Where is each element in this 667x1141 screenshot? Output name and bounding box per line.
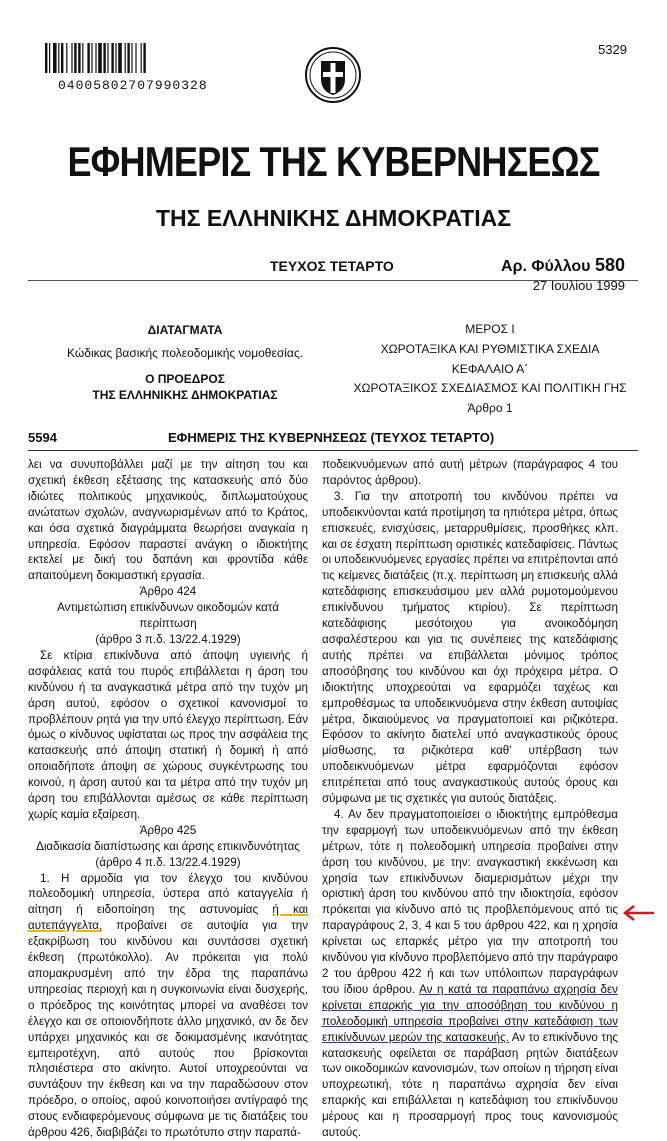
- page-number: 5329: [598, 42, 627, 57]
- paragraph: 3. Για την αποτροπή του κινδύνου πρέπει να υποδεικνύονται κατά προτίμηση τα ηπιότερα μέτρα, όπως επισκευές, ενισχύσεις, μεταρρυθμίσεις, προσθήκες κλπ. και σε έσχατη περίπτωση οριστικές κατεδαφίσεις. Πάντως οι υποδεικνυόμενες εργασίες πρέπει να επιτρέπονται από τις κείμενες διατάξεις (π.χ. περίπτωση μη επισκευής αλλά κατεδάφισης επισκευάσιμου μεν αλλά ρυμοτομούμενου επικίνδυνου τμήματος κτιρίου). Σε περίπτωση κατεδάφισης μεσότοιχου για ανοικοδόμηση ασφαλέστερου και για τις συνέπειες της κατεδάφισης αυτής πρέπει να επιβάλλεται μόνιμος τρόπος αποσόβησης του κινδύνου και όχι πρόχειρα μέτρα. Ο ιδιοκτήτης υποχρεούται να εφαρμόζει ταχέως και εμπροθέσμως τα υποδεικνυόμενα στην έκθεση αυτοψίας μέτρα, δικαιούμενος να πραγματοποιεί και ριζικότερα. Εφόσον το ακίνητο διατελεί υπό αναγκαστικούς όρους μίσθωσης, τα ριζικότερα καθ' υπέρβαση των υποδεικνυόμενων μέτρα εφαρμόζονται εφόσον επιτρέπεται από τους αναγκαστικούς αυτούς όρους και σύμφωνα με τις σχετικές για αυτούς διατάξεις.: [322, 489, 618, 806]
- gazette-title: ΕΦΗΜΕΡΙΣ ΤΗΣ ΚΥΒΕΡΝΗΣΕΩΣ: [67, 138, 600, 185]
- paragraph: λει να συνυποβάλλει μαζί με την αίτηση του και σχετική έκθεση εξέτασης της κατασκευής από δύο ιδιώτες πολιτικούς μηχανικούς, διπλωματούχους ανώτατων σχολών, αναγνωρισμένων από το Κράτος, και όσα σχετικά διαγράμματα θεωρήσει αναγκαία η υπηρεσία. Εφόσον παραστεί ανάγκη ο ιδιοκτήτης εκτελεί με δική του δαπάνη και φροντίδα κάθε απαιτούμενη δοκιμαστική εργασία.: [28, 458, 308, 583]
- article-label: Άρθρο 1: [467, 401, 513, 415]
- sheet-number: Αρ. Φύλλου 580: [501, 255, 625, 275]
- president-line-2: ΤΗΣ ΕΛΛΗΝΙΚΗΣ ΔΗΜΟΚΡΑΤΙΑΣ: [92, 388, 278, 402]
- part-label: ΜΕΡΟΣ Ι: [465, 322, 515, 336]
- paragraph: Σε κτίρια επικίνδυνα από άποψη υγιεινής ή ασφάλειας κατά του πυρός επιβάλλεται η άρση του κινδύνου ή τα αναγκαστικά μέτρα από την τυχόν μη άρση αυτού, εφόσον ο σχετικοί κανονισμοί το προβλέπουν ρητά για την υπό έλεγχο περίπτωση. Εάν όμως ο κίνδυνος υφίσταται ως προς την ασφάλεια της κατασκευής από άποψη στατική ή δομική ή από οποιαδήποτε άποψη σε χώρους συγκέντρωσης του κοινού, η άρση αυτού και τα μέτρα από την τυχόν μη άρση του επιβάλλονται αμέσως σε κάθε περίπτωση χωρίς καμία εξαίρεση.: [28, 648, 308, 821]
- part-title: ΧΩΡΟΤΑΞΙΚΑ ΚΑΙ ΡΥΘΜΙΣΤΙΚΑ ΣΧΕΔΙΑ: [380, 342, 600, 356]
- left-column: [28, 457, 308, 1141]
- article-heading: Άρθρο 424: [139, 585, 197, 599]
- greek-coat-of-arms-icon: [303, 45, 363, 105]
- paragraph: 4. Αν δεν πραγματοποιείσει ο ιδιοκτήτης εμπρόθεσμα την εφαρμογή των υποδεικνυόμενων από την έκθεση μέτρων, τότε η πολεοδομική υπηρεσία προβαίνει στην άρση του κινδύνου, με την: αναγκαστική εκκένωση και χρησία των επικίνδυνων διαμερισμάτων μέχρι την οριστική άρση του κινδύνου από την ιδιοκτησία, εφόσον πρόκειται για κίνδυνο από τις προβλεπόμενους από τις παραγράφους 2, 3, 4 και 5 του άρθρου 422, και η χρησία κρίνεται ως επαρκές μέτρο για την αποτροπή του κινδύνου για κίνδυνο προβλεπόμενο από την παράγραφο 2 του άρθρου 422 ή και των υπόλοιπων παραγράφων του ίδιου άρθρου. Αν η κατά τα παραπάνω αχρησία δεν κρίνεται επαρκής για την αποσόβηση του κινδύνου η πολεοδομική υπηρεσία προβαίνει στην κατεδάφιση των επικίνδυνων μερών της κατασκευής. Αν το επικίνδυνο της κατασκευής οφείλεται σε παράβαση ρητών διατάξεων των οικοδομικών κανονισμών, των οποίων η τήρηση είναι υποχρεωτική, τότε η παραπάνω αχρησία δεν είναι επαρκής και επιβάλλεται η κατεδάφιση του επικίνδυνου μέρους και η προσαρμογή προς τους κανονισμούς αυτούς.: [322, 807, 618, 1140]
- red-arrow-icon: [622, 903, 656, 923]
- gazette-subtitle: ΤΗΣ ΕΛΛΗΝΙΚΗΣ ΔΗΜΟΚΡΑΤΙΑΣ: [155, 205, 512, 231]
- president-line-1: Ο ΠΡΟΕΔΡΟΣ: [145, 372, 225, 386]
- chapter-label: ΚΕΦΑΛΑΙΟ Α΄: [451, 362, 529, 376]
- paragraph: ποδεικνυόμενων από αυτή μέτρων (παράγραφος 4 του παρόντος άρθρου).: [322, 458, 618, 487]
- code-title: Κώδικας βασικής πολεοδομικής νομοθεσίας.: [67, 346, 303, 360]
- underlined-passage: Αν η κατά τα παραπάνω αχρησία δεν κρίνεται επαρκής για την αποσόβηση του κινδύνου η πολεοδομική υπηρεσία προβαίνει στην κατεδάφιση των επικίνδυνων μερών της κατασκευής.: [322, 982, 618, 1044]
- highlighted-phrase: ή και αυτεπάγγελτα,: [28, 903, 308, 933]
- article-reference: (άρθρο 4 π.δ. 13/22.4.1929): [95, 855, 241, 869]
- chapter-title: ΧΩΡΟΤΑΞΙΚΟΣ ΣΧΕΔΙΑΣΜΟΣ ΚΑΙ ΠΟΛΙΤΙΚΗ ΓΗΣ: [353, 381, 627, 395]
- section-diatagmata: ΔΙΑΤΑΓΜΑΤΑ: [147, 323, 223, 337]
- second-page-header: [28, 430, 638, 445]
- paragraph: 1. Η αρμοδία για τον έλεγχο του κινδύνου πολεοδομική υπηρεσία, ύστερα από καταγγελία ή αίτηση ή ειδοποίηση της αστυνομίας ή και αυτεπάγγελτα, προβαίνει σε αυτοψία για την εξακρίβωση του κινδύνου και συντάσσει σχετική έκθεση (πρωτόκολλο). Αν πρόκειται για πολύ απομακρυσμένη από την έδρα της παραπάνω υπηρεσίας περιοχή και η συγκοινωνία είναι δυσχερής, ο πρόεδρος της κοινότητας μπορεί να αναθέσει τον έλεγχο και σε οποιονδήποτε άλλο μηχανικό, αν δε δεν υπάρχει μηχανικός και σε δοκιμασμένης ικανότητας εμπειροτέχνη, από αυτούς που βρίσκονται πλησιέστερα στο ακίνητο. Αυτοί υποχρεούνται να συντάξουν την έκθεση και να την παραδώσουν στον πρόεδρο, ο οποίος, αφού κοινοποιήσει αντίγραφό της στους ενδιαφερόμενους σύμφωνα με τις διατάξεις του άρθρου 426, διαβιβάζει το πρωτότυπο στην παραπά-: [28, 871, 308, 1140]
- right-column: [322, 457, 618, 1141]
- article-heading: Άρθρο 425: [139, 823, 197, 837]
- second-page-number: 5594: [28, 430, 57, 445]
- page-divider: [28, 450, 638, 451]
- article-reference: (άρθρο 3 π.δ. 13/22.4.1929): [95, 632, 241, 646]
- barcode-number: 04005802707990328: [58, 78, 208, 93]
- issue-type: ΤΕΥΧΟΣ ΤΕΤΑΡΤΟ: [270, 258, 394, 274]
- article-title: Αντιμετώπιση επικίνδυνων οικοδομών κατά περίπτωση: [57, 601, 279, 631]
- issue-date: 27 Ιουλίου 1999: [532, 278, 625, 293]
- second-page-title: ΕΦΗΜΕΡΙΣ ΤΗΣ ΚΥΒΕΡΝΗΣΕΩΣ (ΤΕΥΧΟΣ ΤΕΤΑΡΤΟ): [168, 430, 495, 445]
- article-title: Διαδικασία διαπίστωσης και άρσης επικινδυνότητας: [36, 839, 300, 853]
